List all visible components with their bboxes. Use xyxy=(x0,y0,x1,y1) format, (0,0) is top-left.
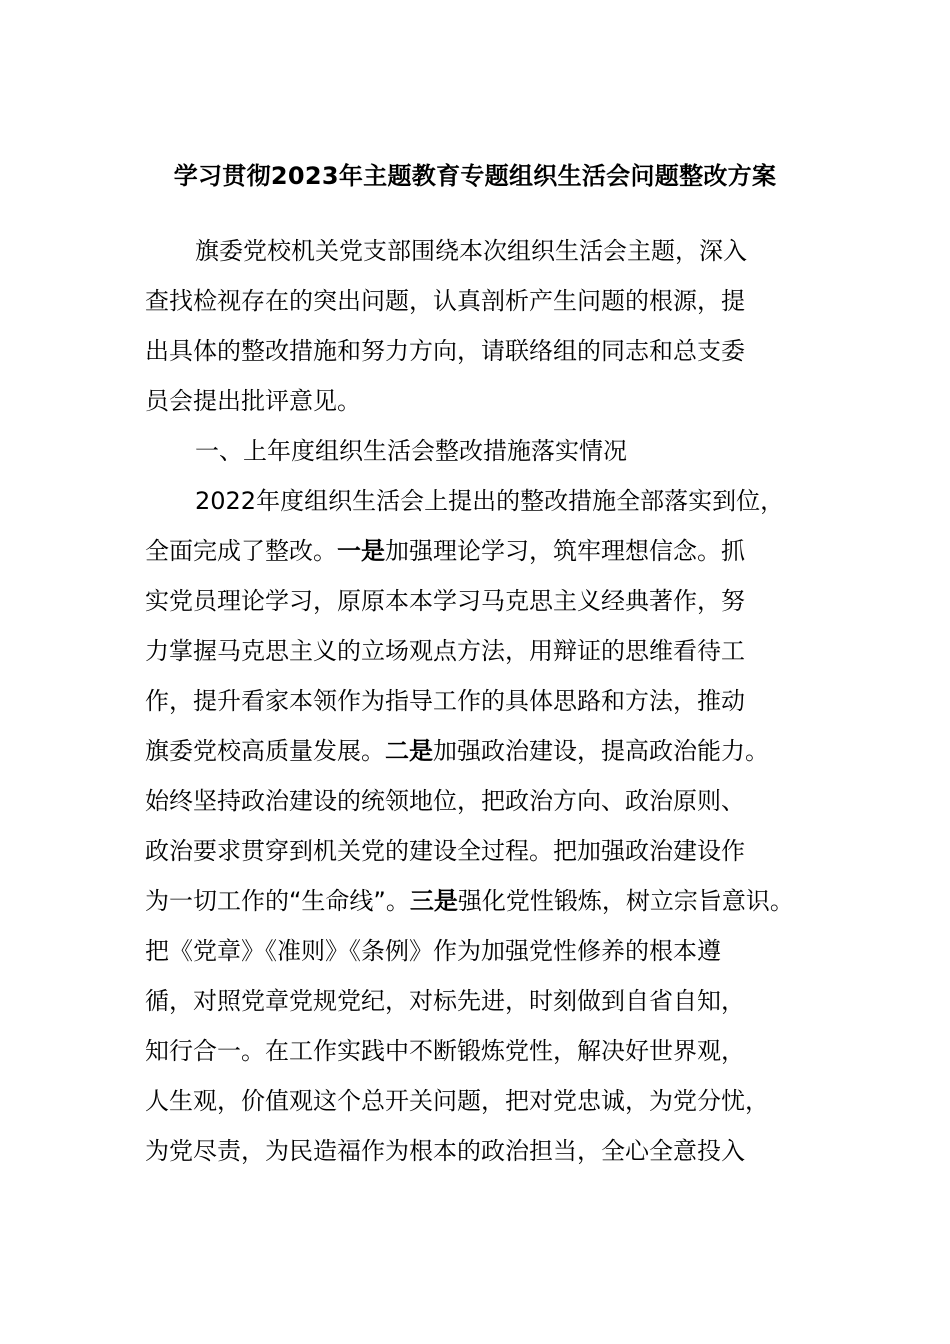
paragraph-line xyxy=(145,676,845,726)
paragraph-line xyxy=(145,276,845,326)
body-text-run: 查找检视存在的突出问题，认真剖析产生问题的根源，提 xyxy=(145,287,745,315)
body-text-run: 循，对照党章党规党纪，对标先进，时刻做到自省自知， xyxy=(145,987,745,1015)
body-text-run: 强化党性锻炼，树立宗旨意识。 xyxy=(457,887,794,915)
body-text-run: 2022年度组织生活会上提出的整改措施全部落实到位， xyxy=(195,487,785,515)
paragraph-line xyxy=(145,476,845,526)
body-text-run: 实党员理论学习，原原本本学习马克思主义经典著作，努 xyxy=(145,587,745,615)
paragraph-line xyxy=(145,526,845,576)
body-text-run: 全面完成了整改。 xyxy=(145,537,337,565)
emphasis-text: 二是 xyxy=(385,737,433,765)
paragraph-line xyxy=(145,826,845,876)
body-text-run: 政治要求贯穿到机关党的建设全过程。把加强政治建设作 xyxy=(145,837,745,865)
paragraph-line xyxy=(145,426,845,476)
body-text-run: 把《党章》《准则》《条例》作为加强党性修养的根本遵 xyxy=(145,937,721,965)
body-text-run: 为一切工作的“生命线”。 xyxy=(145,887,410,915)
document-body xyxy=(145,226,845,1176)
paragraph-line xyxy=(145,626,845,676)
body-text-run: 出具体的整改措施和努力方向，请联络组的同志和总支委 xyxy=(145,337,745,365)
paragraph-line xyxy=(145,576,845,626)
paragraph-line xyxy=(145,976,845,1026)
paragraph-line xyxy=(145,726,845,776)
body-text-run: 加强理论学习，筑牢理想信念。抓 xyxy=(385,537,745,565)
body-text-run: 始终坚持政治建设的统领地位，把政治方向、政治原则、 xyxy=(145,787,745,815)
body-text-run: 一、上年度组织生活会整改措施落实情况 xyxy=(195,437,627,465)
paragraph-line xyxy=(145,776,845,826)
body-text-run: 旗委党校机关党支部围绕本次组织生活会主题，深入 xyxy=(195,237,747,265)
paragraph-line xyxy=(145,1126,845,1176)
body-text-run: 力掌握马克思主义的立场观点方法，用辩证的思维看待工 xyxy=(145,637,745,665)
paragraph-line xyxy=(145,226,845,276)
body-text-run: 人生观，价值观这个总开关问题，把对党忠诚，为党分忧， xyxy=(145,1087,769,1115)
paragraph-line xyxy=(145,326,845,376)
body-text-run: 加强政治建设，提高政治能力。 xyxy=(433,737,769,765)
body-text-run: 为党尽责，为民造福作为根本的政治担当，全心全意投入 xyxy=(145,1137,745,1165)
paragraph-line xyxy=(145,926,845,976)
paragraph-line xyxy=(145,876,845,926)
body-text-run: 作，提升看家本领作为指导工作的具体思路和方法，推动 xyxy=(145,687,745,715)
body-text-run: 旗委党校高质量发展。 xyxy=(145,737,385,765)
document-title: 学习贯彻2023年主题教育专题组织生活会问题整改方案 xyxy=(173,162,777,190)
emphasis-text: 三是 xyxy=(409,887,458,915)
body-text-run: 知行合一。在工作实践中不断锻炼党性，解决好世界观， xyxy=(145,1037,745,1065)
paragraph-line xyxy=(145,1076,845,1126)
paragraph-line xyxy=(145,376,845,426)
emphasis-text: 一是 xyxy=(337,537,385,565)
body-text-run: 员会提出批评意见。 xyxy=(145,387,361,415)
paragraph-line xyxy=(145,1026,845,1076)
